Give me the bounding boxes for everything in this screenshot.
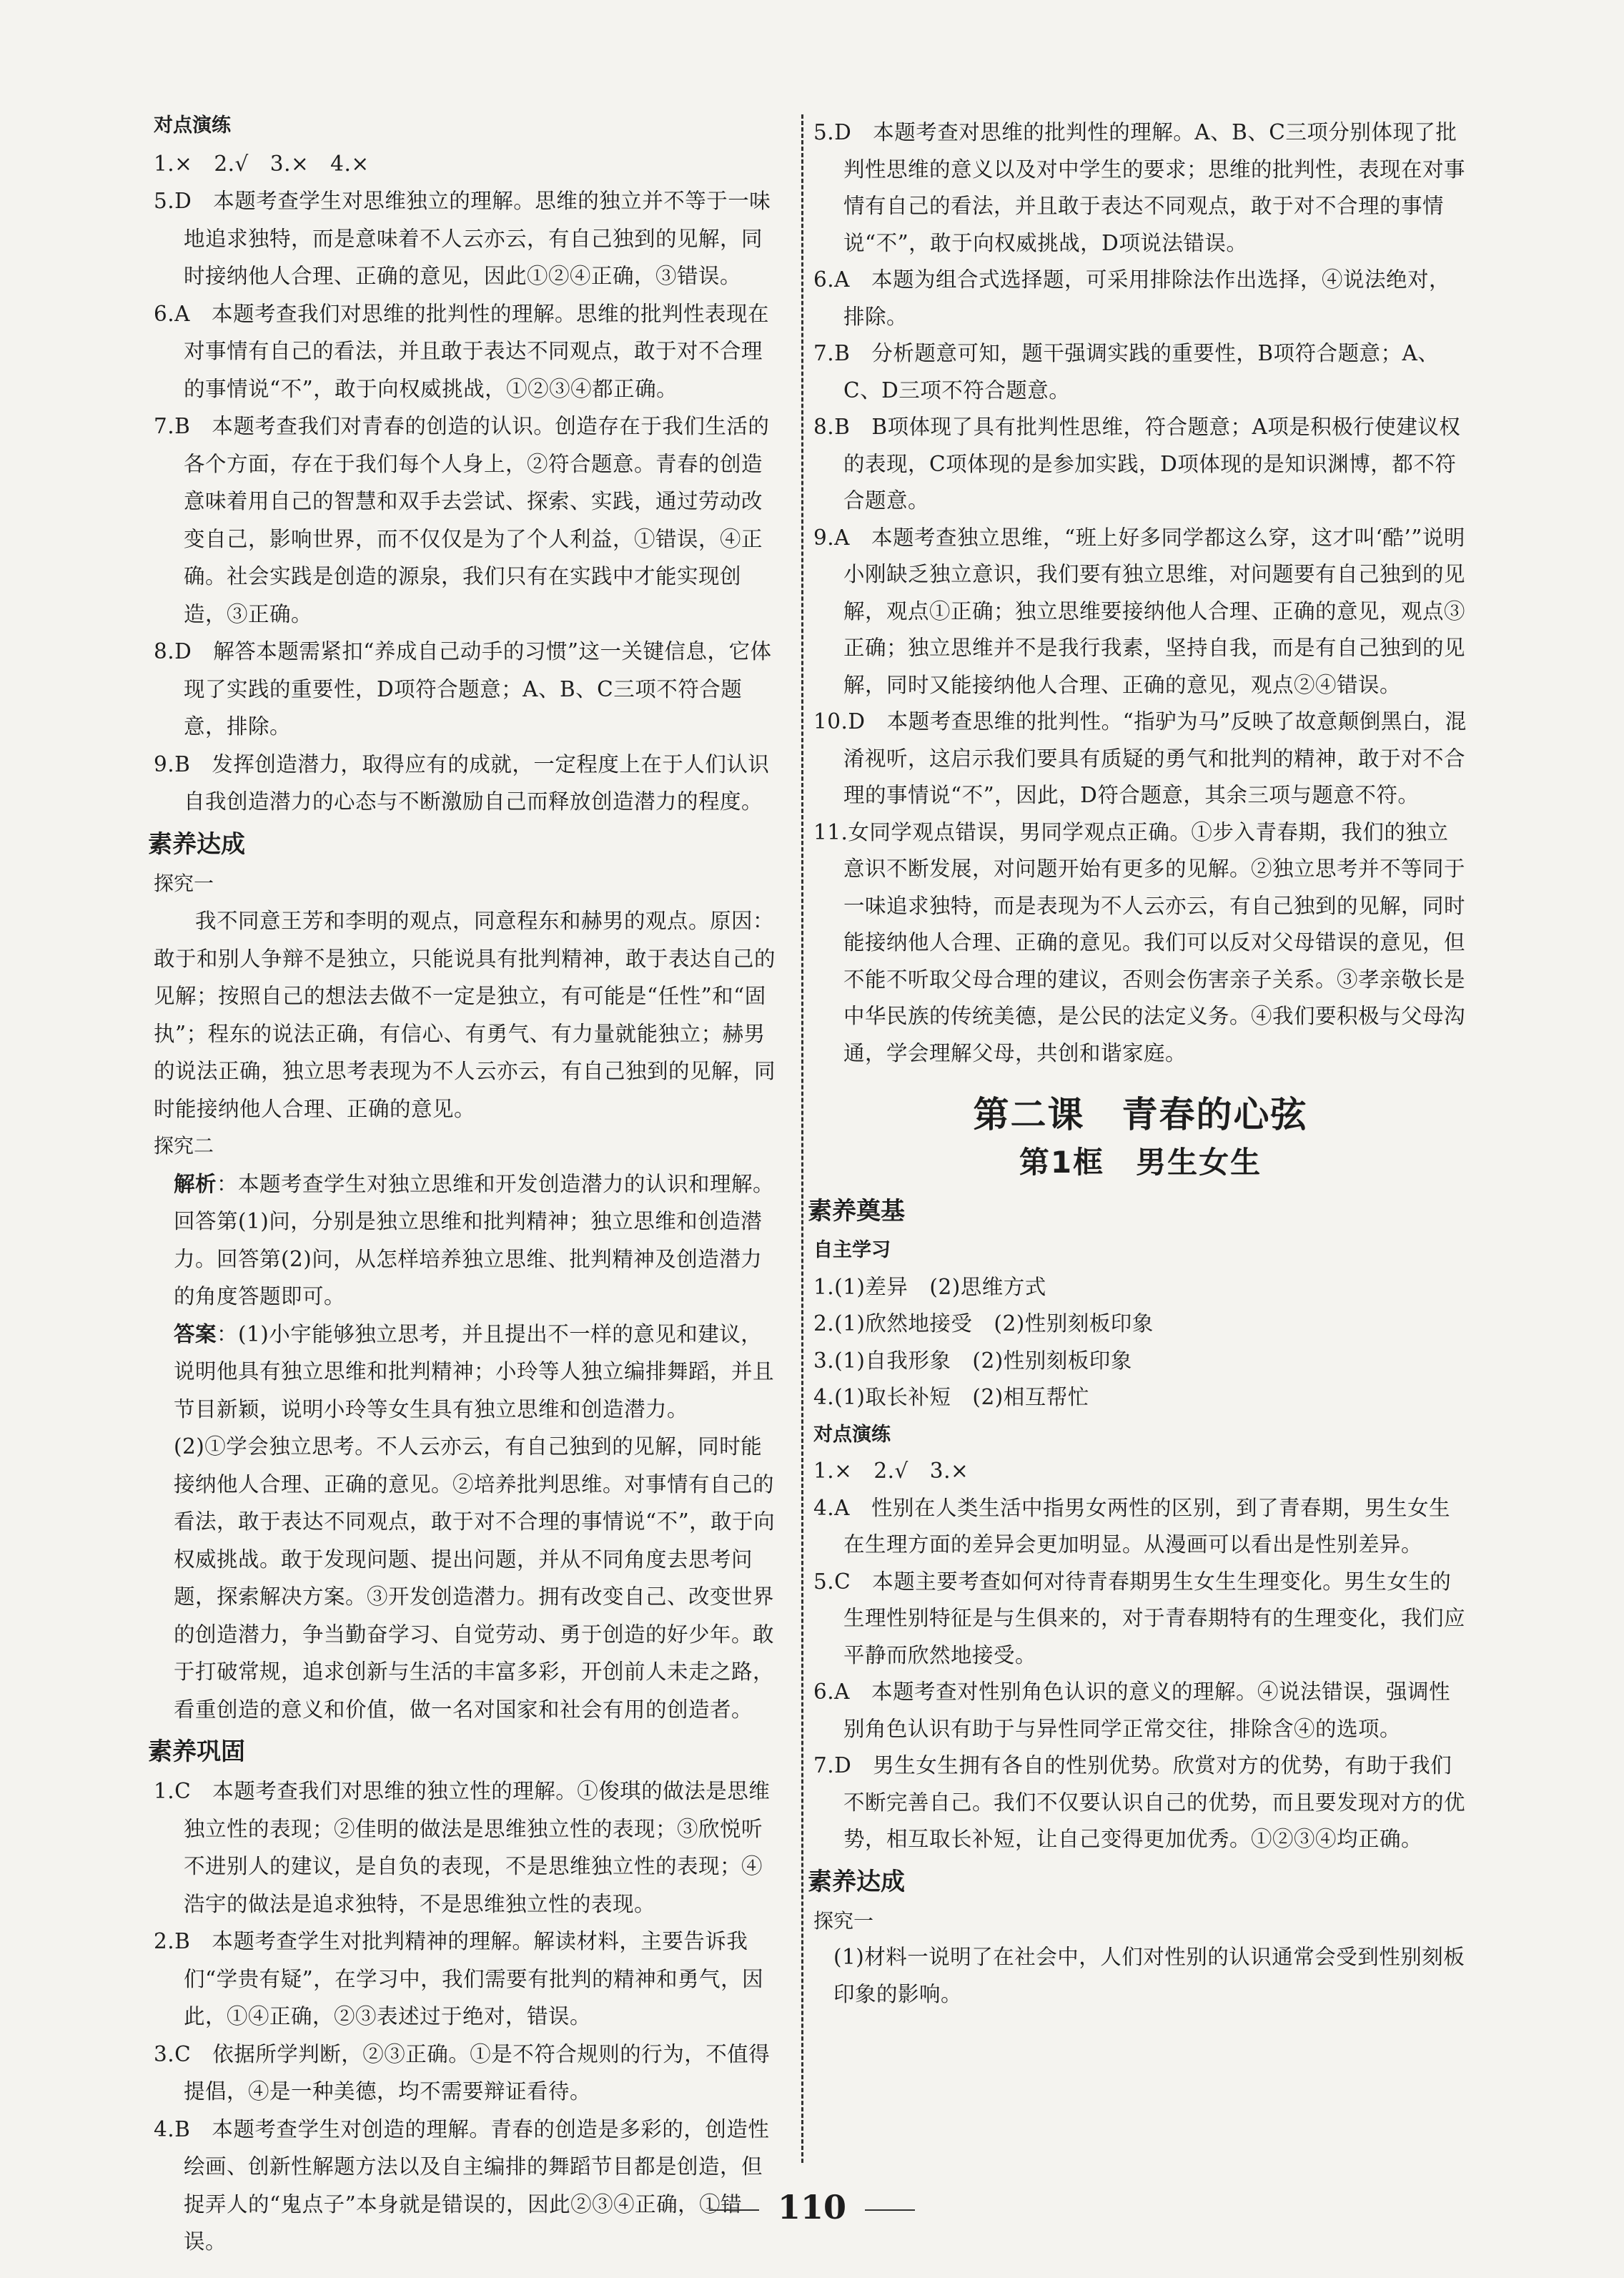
answer-item: 7.B 本题考查我们对青春的创造的认识。创造存在于我们生活的各个方面，存在于我们每个人身上，②符合题意。青春的创造意味着用自己的智慧和双手去尝试、探索、实践，通过劳动改变自己，影响世界，而不仅仅是为了个人利益，①错误，④正确。社会实践是创造的源泉，我们只有在实践中才能实现创造，③正确。 [154,414,770,626]
answer-item: 6.A 本题考查对性别角色认识的意义的理解。④说法错误，强调性别角色认识有助于与异性同学正常交往，排除含④的选项。 [813,1680,1450,1741]
zizhu-answer: 1.(1)差异 (2)思维方式 [813,1274,1046,1299]
daan-text: ：(1)小宇能够独立思考，并且提出不一样的意见和建议，说明他具有独立思维和批判精神；小玲等人独立编排舞蹈，并且节目新颖，说明小玲等女生具有独立思维和创造潜力。 [174,1321,775,1421]
page-number-dash-right [865,2209,915,2211]
lesson-title: 第二课 青春的心弦 [973,1094,1308,1135]
frame-title: 第1框 男生女生 [1019,1145,1262,1180]
left-column [148,107,783,2261]
answer-item: 4.B 本题考查学生对创造的理解。青春的创造是多彩的，创造性绘画、创新性解题方法以及自主编排的舞蹈节目都是创造，但捉弄人的“鬼点子”本身就是错误的，因此②③④正确，①错误。 [154,2116,770,2254]
page-number-value: 110 [777,2188,847,2227]
answer-item: 10.D 本题考查思维的批判性。“指驴为马”反映了故意颠倒黑白，混淆视听，这启示我们要具有质疑的勇气和批判的精神，敢于对不合理的事情说“不”，因此，D符合题意，其余三项与题意不符。 [813,709,1467,807]
tanjiu-1-text: 我不同意王芳和李明的观点，同意程东和赫男的观点。原因：敢于和别人争辩不是独立，只能说具有批判精神，敢于表达自己的见解；按照自己的想法去做不一定是独立，有可能是“任性”和“固执”；程东的说法正确，有信心、有勇气、有力量就能独立；赫男的说法正确，独立思考表现为不人云亦云，有自己独到的见解，同时能接纳他人合理、正确的意见。 [154,909,776,1121]
jiexi-text: ：本题考查学生对独立思维和开发创造潜力的认识和理解。回答第(1)问，分别是独立思维和批判精神；独立思维和创造潜力。回答第(2)问，从怎样培养独立思维、批判精神及创造潜力的角度答题即可。 [174,1171,775,1308]
jiexi-paragraph [154,1165,783,1316]
right-column [808,114,1467,2013]
tanjiu-2-label: 探究二 [154,1134,214,1158]
duidian-answers: 1.× 2.√ 3.× [813,1459,969,1483]
duidian-answers: 1.× 2.√ 3.× 4.× [154,151,370,176]
section-heading-suyang-dacheng: 素养达成 [808,1867,905,1896]
page-number [0,2188,1624,2227]
answer-item: 5.D 本题考查对思维的批判性的理解。A、B、C三项分别体现了批判性思维的意义以及对中学生的要求；思维的批判性，表现在对事情有自己的看法，并且敢于表达不同观点，敢于对不合理的事情说“不”，敢于向权威挑战，D项说法错误。 [813,120,1466,255]
answer-item: 5.C 本题主要考查如何对待青春期男生女生生理变化。男生女生的生理性别特征是与生俱来的，对于青春期特有的生理变化，我们应平静而欣然地接受。 [813,1569,1466,1667]
zizhu-answer: 4.(1)取长补短 (2)相互帮忙 [813,1385,1089,1409]
duidian-heading: 对点演练 [154,114,231,137]
column-divider [801,114,803,2163]
tanjiu-1-label: 探究一 [154,871,214,895]
answer-item: 9.A 本题考查独立思维，“班上好多同学都这么穿，这才叫‘酷’”说明小刚缺乏独立意识，我们要有独立思维，对问题要有自己独到的见解，观点①正确；独立思维要接纳他人合理、正确的意见，观点③正确；独立思维并不是我行我素，坚持自我，而是有自己独到的见解，同时又能接纳他人合理、正确的意见，观点②④错误。 [813,525,1466,697]
page-number-dash-left [709,2209,759,2211]
daan-text-2: (2)①学会独立思考。不人云亦云，有自己独到的见解，同时能接纳他人合理、正确的意见。②培养批判思维。对事情有自己的看法，敢于表达不同观点，敢于对不合理的事情说“不”，敢于向权威挑战。敢于发现问题、提出问题，并从不同角度去思考问题，探索解决方案。③开发创造潜力。拥有改变自己、改变世界的创造潜力，争当勤奋学习、自觉劳动、勇于创造的好少年。敢于打破常规，追求创新与生活的丰富多彩，开创前人未走之路，看重创造的意义和价值，做一名对国家和社会有用的创造者。 [174,1434,776,1722]
section-heading-suyang-dianji: 素养奠基 [808,1197,905,1226]
duidian-heading: 对点演练 [813,1423,891,1446]
answer-item: 7.B 分析题意可知，题干强调实践的重要性，B项符合题意；A、C、D三项不符合题意。 [813,341,1440,403]
answer-item: 7.D 男生女生拥有各自的性别优势。欣赏对方的优势，有助于我们不断完善自己。我们不仅要认识自己的优势，而且要发现对方的优势，相互取长补短，让自己变得更加优秀。①②③④均正确。 [813,1753,1466,1851]
answer-item: 4.A 性别在人类生活中指男女两性的区别，到了青春期，男生女生在生理方面的差异会更加明显。从漫画可以看出是性别差异。 [813,1495,1450,1557]
tanjiu-1-text: (1)材料一说明了在社会中，人们对性别的认识通常会受到性别刻板印象的影响。 [833,1945,1465,2006]
tanjiu-1-label: 探究一 [813,1908,874,1933]
answer-item: 6.A 本题为组合式选择题，可采用排除法作出选择，④说法绝对，排除。 [813,267,1450,329]
section-heading-suyang-dacheng: 素养达成 [148,829,245,859]
answer-item: 9.B 发挥创造潜力，取得应有的成就，一定程度上在于人们认识自我创造潜力的心态与不断激励自己而释放创造潜力的程度。 [154,751,770,814]
jiexi-label: 解析 [174,1171,217,1196]
zizhu-heading: 自主学习 [813,1239,891,1261]
answer-item: 6.A 本题考查我们对思维的批判性的理解。思维的批判性表现在对事情有自己的看法，并且敢于表达不同观点，敢于对不合理的事情说“不”，敢于向权威挑战，①②③④都正确。 [154,301,769,401]
answer-item: 1.C 本题考查我们对思维的独立性的理解。①俊琪的做法是思维独立性的表现；②佳明的做法是思维独立性的表现；③欣悦听不进别人的建议，是自负的表现，不是思维独立性的表现；④浩宇的做法是追求独特，不是思维独立性的表现。 [154,1779,771,1916]
answer-item: 8.D 解答本题需紧扣“养成自己动手的习惯”这一关键信息，它体现了实践的重要性，D项符合题意；A、B、C三项不符合题意，排除。 [154,639,772,739]
answer-item: 8.B B项体现了具有批判性思维，符合题意；A项是积极行使建议权的表现，C项体现的是参加实践，D项体现的是知识渊博，都不符合题意。 [813,415,1461,513]
daan-label: 答案 [174,1321,217,1346]
zizhu-answer: 2.(1)欣然地接受 (2)性别刻板印象 [813,1311,1154,1336]
zizhu-answer: 3.(1)自我形象 (2)性别刻板印象 [813,1348,1132,1373]
section-heading-suyang-gonggu: 素养巩固 [148,1737,245,1766]
answer-item: 11.女同学观点错误，男同学观点正确。①步入青春期，我们的独立意识不断发展，对问题开始有更多的见解。②独立思考并不等同于一味追求独特，而是表现为不人云亦云，有自己独到的见解，同时能接纳他人合理、正确的意见。我们可以反对父母错误的意见，但不能不听取父母合理的建议，否则会伤害亲子关系。③孝亲敬长是中华民族的传统美德，是公民的法定义务。④我们要积极与父母沟通，学会理解父母，共创和谐家庭。 [813,819,1466,1065]
daan-paragraph [154,1316,783,1429]
answer-item: 2.B 本题考查学生对批判精神的理解。解读材料，主要告诉我们“学贵有疑”，在学习中，我们需要有批判的精神和勇气，因此，①④正确，②③表述过于绝对，错误。 [154,1929,764,2028]
answer-item: 3.C 依据所学判断，②③正确。①是不符合规则的行为，不值得提倡，④是一种美德，均不需要辩证看待。 [154,2041,771,2104]
answer-item: 5.D 本题考查学生对思维独立的理解。思维的独立并不等于一味地追求独特，而是意味着不人云亦云，有自己独到的见解，同时接纳他人合理、正确的意见，因此①②④正确，③错误。 [154,189,771,288]
